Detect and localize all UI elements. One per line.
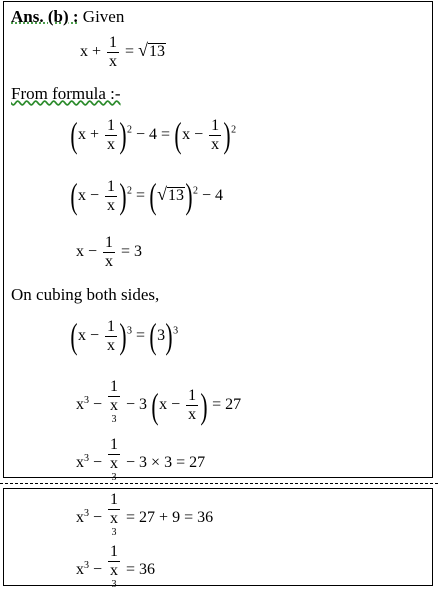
eq1-fraction: $\frac{1}{x}$	[109, 34, 118, 70]
solution-box-continued	[3, 488, 433, 586]
equation-expansion: $x^3$ − 1 x $^3$ − 3 (x − $\frac{1}{x}$ ) = 27	[76, 378, 242, 426]
equation-sum: $x^3$ − 1 x $^3$ = 27 + 9 = 36	[76, 491, 214, 539]
page-break-separator	[0, 483, 438, 484]
equation-final: $x^3$ − 1 x $^3$ = 36	[76, 543, 156, 591]
equation-simplify: $x^3$ − 1 x $^3$ − 3 × 3 = 27	[76, 436, 206, 484]
eq1-equals: =	[125, 42, 139, 60]
answer-label: Ans. (b) :	[11, 7, 79, 26]
equation-difference: x − $\frac{1}{x}$ = 3	[76, 234, 143, 270]
equation-substitution: (x − $\frac{1}{x}$ )$^2 = (√13)^2 - 4$	[70, 176, 223, 217]
eq1-left: x +	[80, 42, 102, 60]
equation-given: x + $\frac{1}{x}$ = √13	[80, 34, 165, 70]
equation-identity: (x + $\frac{1}{x}$ )$^2$ − 4 = (x − $\frac{1}{x}$ )$^2$	[70, 115, 237, 156]
cubing-line: On cubing both sides,	[11, 285, 160, 304]
equation-cubed: (x − $\frac{1}{x}$ )$^3 = (3)^3$	[70, 316, 179, 357]
eq1-radicand: 13	[148, 42, 165, 60]
answer-heading	[11, 8, 124, 25]
from-formula-line: From formula :-	[11, 84, 121, 103]
given-label: Given	[82, 7, 125, 26]
